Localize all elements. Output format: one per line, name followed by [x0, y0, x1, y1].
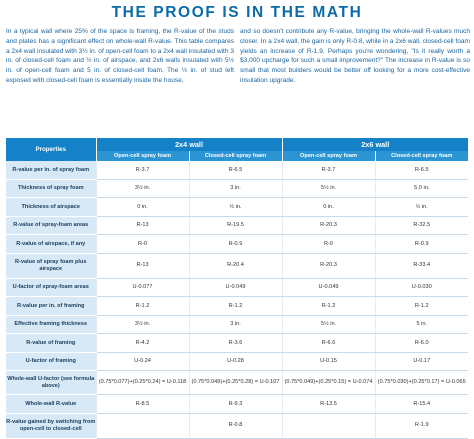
subheader-2x4-open: Open-cell spray foam [96, 151, 189, 161]
table-cell: U-0.15 [282, 352, 375, 371]
table-cell: (0.75*0.030)+(0.25*0.17) = U-0.065 [375, 371, 468, 395]
table-cell: 5 in. [375, 315, 468, 334]
table-row [6, 235, 468, 254]
table-cell: R-3.7 [96, 161, 189, 179]
subheader-2x6-closed: Closed-cell spray foam [375, 151, 468, 161]
table-cell: U-0.17 [375, 352, 468, 371]
row-label: R-value per in. of spray foam [6, 161, 96, 179]
table-cell: (0.75*0.077)+(0.25*0.24) = U-0.118 [96, 371, 189, 395]
row-label: R-value of spray-foam areas [6, 216, 96, 235]
table-cell: R-9.3 [189, 395, 282, 414]
table-cell: R-0 [96, 235, 189, 254]
table-cell: 3½ in. [96, 179, 189, 198]
table-cell: R-0.9 [375, 235, 468, 254]
table-cell: 5½ in. [282, 179, 375, 198]
table-cell: R-1.9 [375, 413, 468, 438]
table-cell: R-0.9 [189, 235, 282, 254]
table-cell: 3 in. [189, 315, 282, 334]
table-cell: U-0.030 [375, 278, 468, 297]
group-header-2x6: 2x6 wall [282, 138, 468, 151]
table-row [6, 161, 468, 179]
table-cell: R-13 [96, 216, 189, 235]
row-label: Whole-wall U-factor (see formula above) [6, 371, 96, 395]
table-row [6, 352, 468, 371]
row-label: Thickness of spray foam [6, 179, 96, 198]
table-cell: U-0.049 [189, 278, 282, 297]
row-label: R-value per in. of framing [6, 297, 96, 316]
table-cell: U-0.24 [96, 352, 189, 371]
subheader-2x6-open: Open-cell spray foam [282, 151, 375, 161]
intro-text-left: In a typical wall where 25% of the space is framing, the R-value of the studs and plates has a significant effect on whole-wall R-value. This table compares a 2x4 wall insulated with 3½ in. of open-cell foam to a 2x4 wall insulated with 3 in. of closed-cell foam and ½ in. of airspace, and 2x6 walls insulated with 5½ in. of open-cell foam and 5 in. of closed-cell foam. The ½ in. of stud left exposed with closed-cell foam is essentially inside the house, [6, 28, 234, 84]
table-cell: ½ in. [375, 198, 468, 217]
intro-text-right: and so doesn't contribute any R-value, bringing the whole-wall R-values much closer. In a 2x4 wall, the gain is only R-0.8, while in a 2x6 wall, closed-cell foam yields an increase of R-1.9. Perhaps you're wondering, "Is it really worth a $3,000 upcharge for such a small improvement?" The increase in R-value is so small that most builders would be better off looking for a more cost-effective insulation upgrade. [240, 28, 470, 84]
table-cell: R-3.7 [282, 161, 375, 179]
row-label: U-factor of framing [6, 352, 96, 371]
table-row [6, 315, 468, 334]
table-cell: R-1.2 [96, 297, 189, 316]
table-cell: R-8.5 [96, 395, 189, 414]
table-cell: ½ in. [189, 198, 282, 217]
table-cell: 3 in. [189, 179, 282, 198]
subheader-2x4-closed: Closed-cell spray foam [189, 151, 282, 161]
table-cell: 5½ in. [282, 315, 375, 334]
table-cell: R-20.3 [282, 216, 375, 235]
table-row [6, 395, 468, 414]
table-row [6, 253, 468, 278]
table-cell: R-13 [96, 253, 189, 278]
row-label: Whole-wall R-value [6, 395, 96, 414]
row-label: Thickness of airspace [6, 198, 96, 217]
table-row [6, 371, 468, 395]
table-row [6, 297, 468, 316]
table-cell: R-0 [282, 235, 375, 254]
table-cell: R-15.4 [375, 395, 468, 414]
table-cell: U-0.077 [96, 278, 189, 297]
row-label: R-value gained by switching from open-cell to closed-cell [6, 413, 96, 438]
comparison-table [6, 138, 468, 439]
table-cell: R-33.4 [375, 253, 468, 278]
table-row [6, 198, 468, 217]
table-cell: R-0.8 [189, 413, 282, 438]
table-cell: R-13.5 [282, 395, 375, 414]
table-cell: 0 in. [282, 198, 375, 217]
row-label: R-value of airspace, if any [6, 235, 96, 254]
table-cell [282, 413, 375, 438]
table-row [6, 216, 468, 235]
group-header-2x4: 2x4 wall [96, 138, 282, 151]
table-cell: (0.75*0.049)+(0.25*0.28) = U-0.107 [189, 371, 282, 395]
table-cell: R-6.6 [282, 334, 375, 353]
table-cell: U-0.049 [282, 278, 375, 297]
table-cell [96, 413, 189, 438]
row-label: Effective framing thickness [6, 315, 96, 334]
row-label: R-value of spray foam plus airspace [6, 253, 96, 278]
table-row [6, 334, 468, 353]
table-cell: R-20.4 [189, 253, 282, 278]
table-cell: U-0.28 [189, 352, 282, 371]
table-cell: 0 in. [96, 198, 189, 217]
table-row [6, 179, 468, 198]
table-row [6, 278, 468, 297]
table-cell: 3½ in. [96, 315, 189, 334]
table-cell: R-1.2 [375, 297, 468, 316]
table-cell: R-6.5 [189, 161, 282, 179]
table-cell: R-19.5 [189, 216, 282, 235]
table-cell: R-3.6 [189, 334, 282, 353]
table-cell: R-32.5 [375, 216, 468, 235]
table-cell: (0.75*0.049)+(0.25*0.15) = U-0.074 [282, 371, 375, 395]
properties-header: Properties [6, 138, 96, 161]
table-cell: R-4.2 [96, 334, 189, 353]
table-cell: R-20.3 [282, 253, 375, 278]
row-label: R-value of framing [6, 334, 96, 353]
table-cell: 5.0 in. [375, 179, 468, 198]
table-cell: R-6.5 [375, 161, 468, 179]
table-cell: R-1.2 [189, 297, 282, 316]
row-label: U-factor of spray-foam areas [6, 278, 96, 297]
table-cell: R-6.0 [375, 334, 468, 353]
table-cell: R-1.2 [282, 297, 375, 316]
table-row [6, 413, 468, 438]
page-title: THE PROOF IS IN THE MATH [111, 4, 363, 21]
